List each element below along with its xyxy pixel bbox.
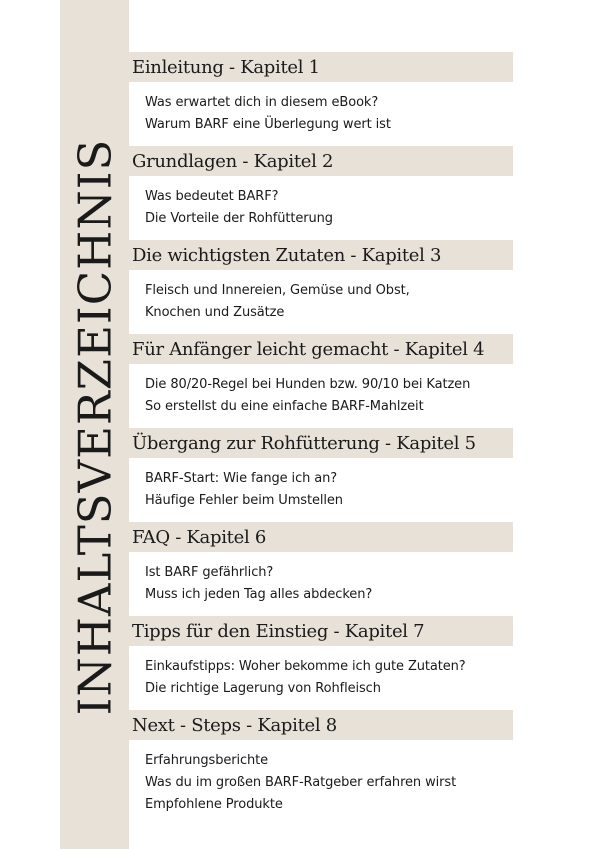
chapter-item: Die richtige Lagerung von Rohfleisch — [145, 681, 381, 696]
chapter-6 — [129, 522, 513, 616]
chapter-header — [129, 240, 513, 270]
chapter-title: Next - Steps - Kapitel 8 — [132, 714, 337, 736]
chapter-title: Einleitung - Kapitel 1 — [132, 56, 320, 78]
chapter-header — [129, 616, 513, 646]
chapter-title: Grundlagen - Kapitel 2 — [132, 150, 334, 172]
chapter-list — [129, 52, 513, 812]
chapter-item: Ist BARF gefährlich? — [145, 565, 274, 580]
chapter-item: Erfahrungsberichte — [145, 753, 269, 768]
chapter-items — [129, 364, 513, 418]
chapter-item: Was du im großen BARF-Ratgeber erfahren wirst — [145, 775, 457, 790]
chapter-2 — [129, 146, 513, 240]
chapter-header — [129, 428, 513, 458]
chapter-item: Die 80/20-Regel bei Hunden bzw. 90/10 bei Katzen — [145, 377, 471, 392]
chapter-items — [129, 552, 513, 606]
chapter-8 — [129, 710, 513, 812]
chapter-title: FAQ - Kapitel 6 — [132, 526, 266, 548]
chapter-5 — [129, 428, 513, 522]
chapter-4 — [129, 334, 513, 428]
chapter-items — [129, 458, 513, 512]
chapter-items — [129, 176, 513, 230]
chapter-item: Knochen und Zusätze — [145, 305, 285, 320]
chapter-item: Empfohlene Produkte — [145, 797, 283, 812]
chapter-item: Was erwartet dich in diesem eBook? — [145, 95, 379, 110]
chapter-title: Die wichtigsten Zutaten - Kapitel 3 — [132, 244, 442, 266]
chapter-7 — [129, 616, 513, 710]
chapter-item: Häufige Fehler beim Umstellen — [145, 493, 343, 508]
chapter-3 — [129, 240, 513, 334]
chapter-header — [129, 52, 513, 82]
chapter-header — [129, 522, 513, 552]
chapter-header — [129, 710, 513, 740]
chapter-items — [129, 646, 513, 700]
chapter-item: So erstellst du eine einfache BARF-Mahlzeit — [145, 399, 424, 414]
chapter-title: Tipps für den Einstieg - Kapitel 7 — [132, 620, 425, 642]
chapter-items — [129, 740, 513, 816]
chapter-item: Fleisch und Innereien, Gemüse und Obst, — [145, 283, 410, 298]
chapter-header — [129, 146, 513, 176]
chapter-item: BARF-Start: Wie fange ich an? — [145, 471, 338, 486]
chapter-title: Übergang zur Rohfütterung - Kapitel 5 — [132, 432, 476, 454]
chapter-item: Warum BARF eine Überlegung wert ist — [145, 117, 391, 132]
chapter-items — [129, 82, 513, 136]
chapter-items — [129, 270, 513, 324]
chapter-item: Was bedeutet BARF? — [145, 189, 279, 204]
chapter-header — [129, 334, 513, 364]
toc-heading: INHALTSVERZEICHNIS — [68, 138, 122, 716]
chapter-1 — [129, 52, 513, 146]
chapter-item: Die Vorteile der Rohfütterung — [145, 211, 333, 226]
chapter-item: Einkaufstipps: Woher bekomme ich gute Zutaten? — [145, 659, 466, 674]
chapter-item: Muss ich jeden Tag alles abdecken? — [145, 587, 373, 602]
chapter-title: Für Anfänger leicht gemacht - Kapitel 4 — [132, 338, 485, 360]
